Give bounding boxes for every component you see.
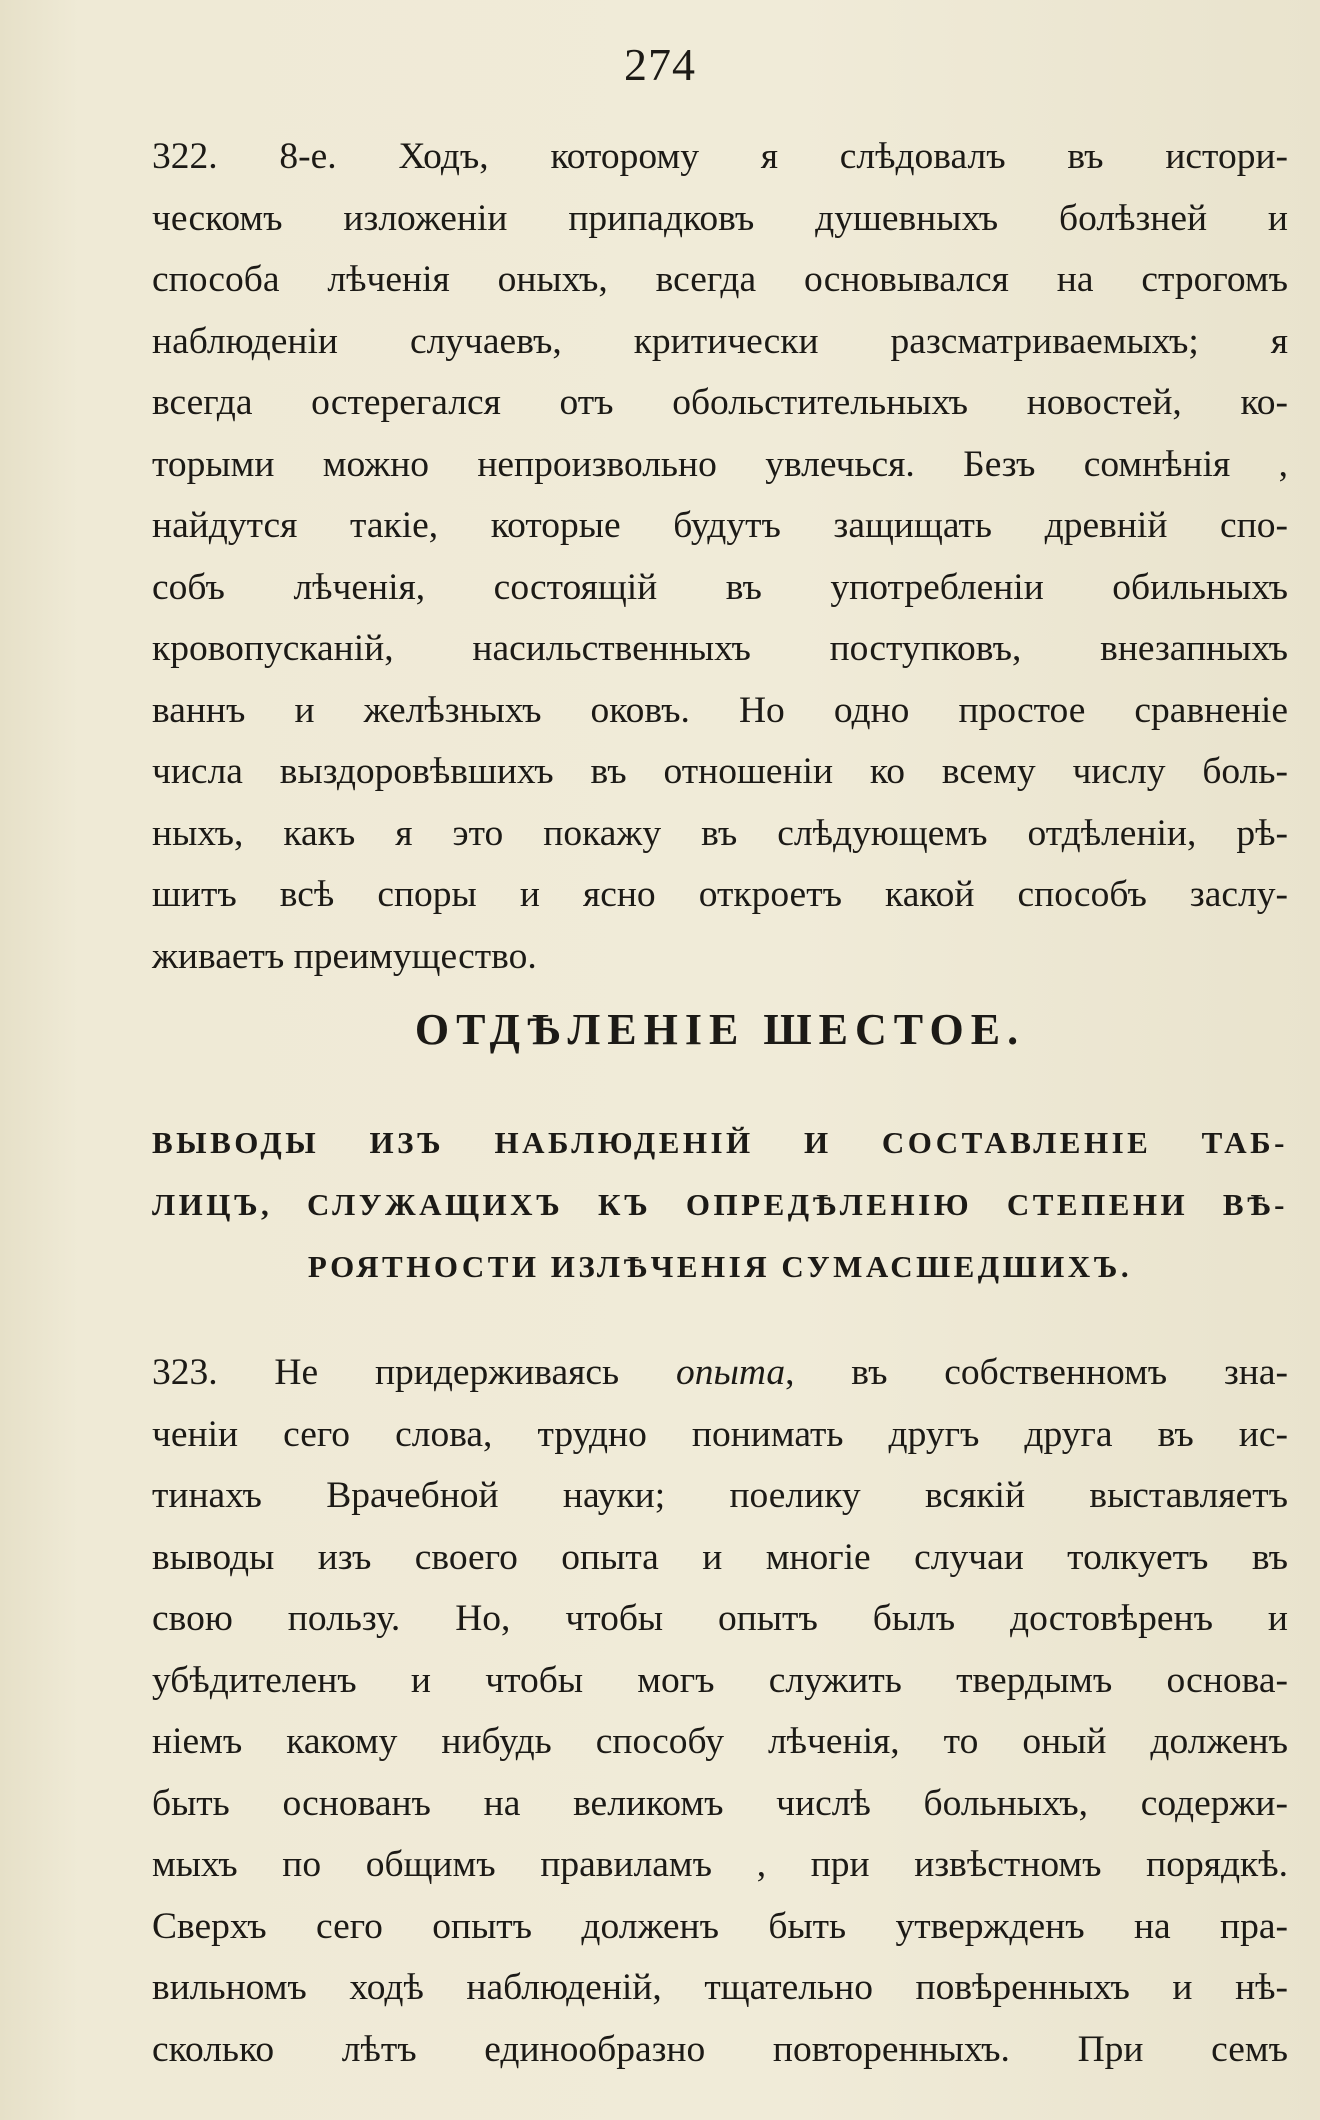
text-line: свою пользу. Но, чтобы опытъ былъ достовѣренъ и — [152, 1598, 1288, 1639]
text-line: кровопусканій, насильственныхъ поступковъ, внезапныхъ — [152, 628, 1288, 669]
text-line: вильномъ ходѣ наблюденій, тщательно повѣренныхъ и нѣ- — [152, 1967, 1288, 2008]
text-line: ваннъ и желѣзныхъ оковъ. Но одно простое сравненіе — [152, 689, 1288, 731]
text-segment: , въ собственномъ зна- — [785, 1352, 1288, 1393]
text-line: способа лѣченія оныхъ, всегда основывался на строгомъ — [152, 259, 1288, 300]
emphasized-word: опыта — [675, 1352, 786, 1393]
text-line: быть основанъ на великомъ числѣ больныхъ, содержи- — [152, 1782, 1288, 1824]
text-line: числа выздоровѣвшихъ въ отношеніи ко всему числу боль- — [152, 751, 1288, 792]
text-line: ніемъ какому нибудь способу лѣченія, то оный долженъ — [152, 1721, 1288, 1762]
text-line: живаетъ преимущество. — [152, 935, 537, 977]
paragraph-number: 323. — [152, 1352, 218, 1393]
text-line: выводы изъ своего опыта и многіе случаи толкуетъ въ — [152, 1536, 1288, 1578]
text-line: всегда остерегался отъ обольстительныхъ новостей, ко- — [152, 382, 1288, 423]
subtitle-line: ВЫВОДЫ ИЗЪ НАБЛЮДЕНІЙ И СОСТАВЛЕНІЕ ТАБ- — [152, 1125, 1288, 1160]
text-line: убѣдителенъ и чтобы могъ служить твердымъ основа- — [152, 1659, 1288, 1701]
section-title: ОТДѢЛЕНІЕ ШЕСТОЕ. — [414, 1005, 1026, 1054]
text-line: 322. 8-е. Ходъ, которому я слѣдовалъ въ истори- — [152, 136, 1288, 177]
text-line: сколько лѣтъ единообразно повторенныхъ. При семъ — [152, 2028, 1288, 2070]
page-number: 274 — [624, 39, 696, 90]
text-line: наблюденіи случаевъ, критически разсматриваемыхъ; я — [152, 320, 1288, 362]
section-subtitle — [152, 1112, 1288, 1298]
text-line: шитъ всѣ споры и ясно откроетъ какой способъ заслу- — [152, 874, 1288, 915]
text-line: ческомъ изложеніи припадковъ душевныхъ болѣзней и — [152, 197, 1288, 239]
text-line: мыхъ по общимъ правиламъ , при извѣстномъ порядкѣ. — [152, 1844, 1288, 1885]
text-line: найдутся такіе, которые будутъ защищать древній спо- — [152, 505, 1288, 546]
text-line: ченіи сего слова, трудно понимать другъ друга въ ис- — [152, 1413, 1288, 1455]
subtitle-line: РОЯТНОСТИ ИЗЛѢЧЕНІЯ СУМАСШЕДШИХЪ. — [307, 1249, 1133, 1284]
paragraph-323 — [152, 1342, 1288, 2080]
text-line: тинахъ Врачебной науки; поелику всякій выставляетъ — [152, 1475, 1288, 1516]
text-segment: Не придерживаясь — [274, 1352, 620, 1393]
text-line: Сверхъ сего опытъ долженъ быть утвержденъ на пра- — [152, 1905, 1288, 1947]
text-line: собъ лѣченія, состоящій въ употребленіи обильныхъ — [152, 566, 1288, 608]
paragraph-322 — [152, 126, 1288, 987]
text-line: торыми можно непроизвольно увлечься. Безъ сомнѣнія , — [152, 443, 1288, 485]
text-line-first — [152, 1342, 1288, 1404]
subtitle-line: ЛИЦЪ, СЛУЖАЩИХЪ КЪ ОПРЕДѢЛЕНІЮ СТЕПЕНИ ВѢ- — [152, 1187, 1288, 1222]
text-line: ныхъ, какъ я это покажу въ слѣдующемъ отдѣленіи, рѣ- — [152, 812, 1288, 854]
